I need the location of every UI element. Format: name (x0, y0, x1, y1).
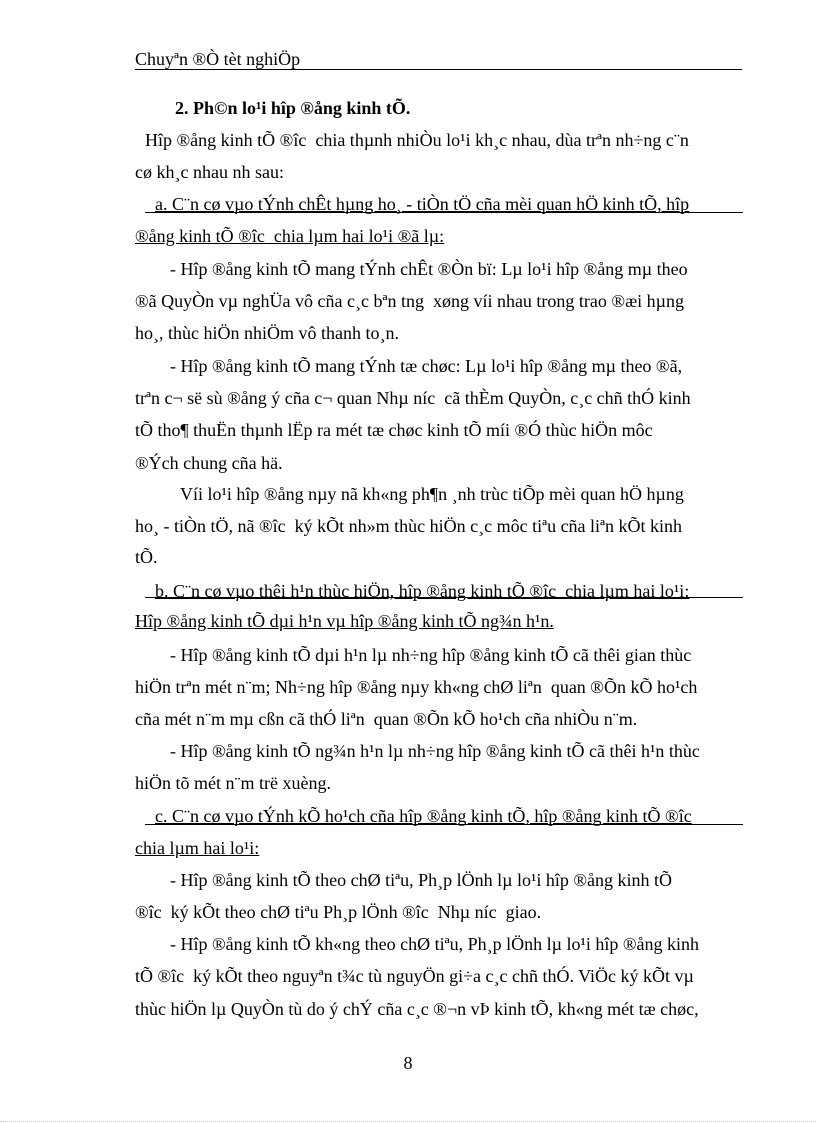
section-heading: 2. Ph©n lo¹i hîp ®ång kinh tÕ. (175, 98, 411, 118)
text-line: hiÖn trªn mét n¨m; Nh÷ng hîp ®ång nµy kh«ng chØ liªn quan ®Õn kÕ ho¹ch (135, 677, 698, 697)
subheading-line: b. C¨n cø vµo thêi h¹n thùc hiÖn, hîp ®ång kinh tÕ ®îc chia lµm hai lo¹i: (155, 581, 690, 601)
text-line: - Hîp ®ång kinh tÕ ng¾n h¹n lµ nh÷ng hîp ®ång kinh tÕ cã thêi h¹n thùc (170, 741, 700, 761)
text-line: tÕ tho¶ thuËn thµnh lËp ra mét tæ chøc kinh tÕ míi ®Ó thùc hiÖn môc (135, 420, 653, 440)
text-line: - Hîp ®ång kinh tÕ theo chØ tiªu, Ph¸p lÖnh lµ lo¹i hîp ®ång kinh tÕ (170, 870, 673, 890)
page-header: Chuyªn ®Ò tèt nghiÖp (135, 49, 301, 69)
text-line: ®Ých chung cña hä. (135, 453, 283, 473)
text-line: - Hîp ®ång kinh tÕ mang tÝnh chÊt ®Òn bï: Lµ lo¹i hîp ®ång mµ theo (170, 259, 688, 279)
text-line: - Hîp ®ång kinh tÕ dµi h¹n lµ nh÷ng hîp ®ång kinh tÕ cã thêi gian thùc (170, 645, 692, 665)
text-line: hiÖn tõ mét n¨m trë xuèng. (135, 773, 331, 793)
text-line: cña mét n¨m mµ cßn cã thÓ liªn quan ®Õn kÕ ho¹ch cña nhiÒu n¨m. (135, 709, 638, 729)
text-line: thùc hiÖn lµ QuyÒn tù do ý chÝ cña c¸c ®¬n vÞ kinh tÕ, kh«ng mét tæ chøc, (135, 999, 699, 1019)
footer-divider (0, 1121, 816, 1122)
text-line: - Hîp ®ång kinh tÕ mang tÝnh tæ chøc: Lµ lo¹i hîp ®ång mµ theo ®ã, (170, 356, 683, 376)
subheading-line: chia lµm hai lo¹i: (135, 838, 260, 858)
text-line: Hîp ®ång kinh tÕ ®îc chia thµnh nhiÒu lo¹i kh¸c nhau, dùa trªn nh÷ng c¨n (145, 130, 689, 150)
subheading-line: a. C¨n cø vµo tÝnh chÊt hµng ho¸ - tiÒn tÖ cña mèi quan hÖ kinh tÕ, hîp (155, 194, 690, 214)
text-line: - Hîp ®ång kinh tÕ kh«ng theo chØ tiªu, Ph¸p lÖnh lµ lo¹i hîp ®ång kinh (170, 934, 700, 954)
text-line: ho¸ - tiÒn tÖ, nã ®îc ký kÕt nh»m thùc hiÖn c¸c môc tiªu cña liªn kÕt kinh (135, 516, 683, 536)
text-line: trªn c¬ së sù ®ång ý cña c¬ quan Nhµ níc cã thÈm QuyÒn, c¸c chñ thÓ kinh (135, 388, 691, 408)
text-line: cø kh¸c nhau nh sau: (135, 162, 284, 182)
text-line: ho¸, thùc hiÖn nhiÖm vô thanh to¸n. (135, 323, 399, 343)
page-number: 8 (403, 1053, 413, 1073)
text-line: ®ã QuyÒn vµ nghÜa vô cña c¸c bªn tng xøng víi nhau trong trao ®æi hµng (135, 291, 684, 311)
subheading-rule (145, 212, 743, 213)
subheading-line: c. C¨n cø vµo tÝnh kÕ ho¹ch cña hîp ®ång kinh tÕ, hîp ®ång kinh tÕ ®îc (155, 806, 692, 826)
subheading-line: Hîp ®ång kinh tÕ dµi h¹n vµ hîp ®ång kinh tÕ ng¾n h¹n. (135, 611, 554, 631)
subheading-rule (145, 597, 743, 598)
text-line: Víi lo¹i hîp ®ång nµy nã kh«ng ph¶n ¸nh trùc tiÕp mèi quan hÖ hµng (180, 484, 684, 504)
text-line: tÕ. (135, 547, 158, 567)
subheading-rule (145, 824, 743, 825)
text-line: tÕ ®îc ký kÕt theo nguyªn t¾c tù nguyÖn gi÷a c¸c chñ thÓ. ViÖc ký kÕt vµ (135, 966, 694, 986)
header-rule (135, 69, 742, 70)
subheading-line: ®ång kinh tÕ ®îc chia lµm hai lo¹i ®ã lµ: (135, 226, 445, 246)
text-line: ®îc ký kÕt theo chØ tiªu Ph¸p lÖnh ®îc Nhµ níc giao. (135, 902, 542, 922)
